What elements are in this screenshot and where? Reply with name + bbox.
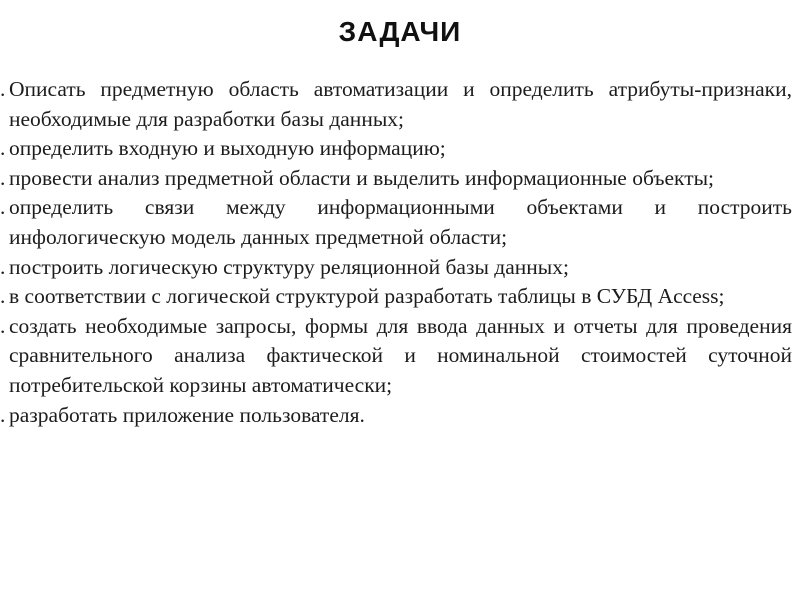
task-text: определить входную и выходную информацию; [9,136,446,161]
task-text: провести анализ предметной области и выделить информационные объекты; [9,165,715,190]
task-text: определить связи между информационными объектами и построить инфологическую модель данных предметной области; [9,195,792,249]
task-item [0,134,792,164]
task-text: построить логическую структуру реляционной базы данных; [9,254,569,279]
bullet-dot: . [0,136,6,161]
bullet-dot: . [0,195,6,220]
task-text: создать необходимые запросы, формы для ввода данных и отчеты для проведения сравнительного анализа фактической и номинальной стоимостей суточной потребительской корзины автоматически; [9,313,792,397]
bullet-dot: . [0,402,6,427]
task-item [0,253,792,283]
bullet-dot: . [0,165,6,190]
task-text: разработать приложение пользователя. [9,402,365,427]
task-item [0,312,792,401]
bullet-dot: . [0,284,6,309]
task-list [0,75,792,430]
bullet-dot: . [0,313,6,338]
slide-title: ЗАДАЧИ [338,16,462,47]
task-item [0,193,792,252]
task-item [0,75,792,134]
task-item [0,401,792,431]
task-item [0,282,792,312]
task-item [0,164,792,194]
bullet-dot: . [0,77,6,101]
task-text: в соответствии с логической структурой разработать таблицы в СУБД Access; [9,284,725,309]
bullet-dot: . [0,254,6,279]
task-text: Описать предметную область автоматизации и определить атрибуты-признаки, необходимые для разработки базы данных; [9,77,792,131]
